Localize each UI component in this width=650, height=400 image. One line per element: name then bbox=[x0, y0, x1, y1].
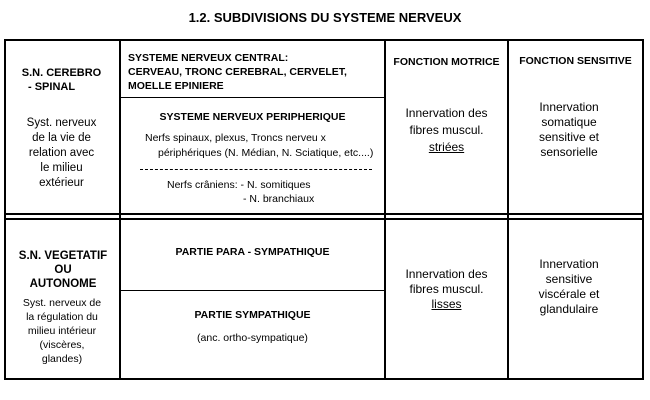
motrice-line: Innervation des bbox=[405, 267, 488, 281]
row2-sensitive bbox=[509, 257, 629, 317]
motrice-line-underlined: striées bbox=[428, 140, 465, 154]
snc-block bbox=[128, 51, 383, 93]
desc-line: glandes) bbox=[41, 353, 83, 365]
row-divider-double-1 bbox=[4, 213, 644, 215]
vegetatif-title-line: OU bbox=[54, 264, 72, 276]
cerebro-spinal-title bbox=[14, 66, 109, 94]
snp-line1: Nerfs spinaux, plexus, Troncs nerveu x bbox=[145, 132, 326, 144]
snc-line: MOELLE EPINIERE bbox=[128, 80, 224, 92]
vegetatif-description bbox=[6, 296, 118, 366]
motrice-line-underlined: lisses bbox=[431, 297, 462, 311]
border-top bbox=[4, 39, 644, 41]
header-fonction-motrice: FONCTION MOTRICE bbox=[393, 56, 500, 68]
snp-dashed-divider bbox=[140, 169, 372, 170]
col-divider-3 bbox=[507, 39, 509, 380]
sensitive-line: sensorielle bbox=[540, 145, 598, 159]
sensitive-line: viscérale et bbox=[538, 287, 600, 301]
row2-motrice bbox=[386, 267, 507, 312]
motrice-line: fibres muscul. bbox=[409, 123, 484, 137]
snp-cranial-2: - N. branchiaux bbox=[243, 193, 315, 205]
col-divider-1 bbox=[119, 39, 121, 380]
cerebro-spinal-description bbox=[14, 116, 109, 191]
row1-sensitive bbox=[509, 100, 629, 160]
desc-line: de la vie de bbox=[32, 132, 91, 144]
snp-title: SYSTEME NERVEUX PERIPHERIQUE bbox=[159, 111, 346, 123]
sensitive-line: Innervation bbox=[539, 100, 599, 114]
sensitive-line: somatique bbox=[541, 115, 597, 129]
desc-line: Syst. nerveux de bbox=[22, 297, 102, 309]
motrice-line: fibres muscul. bbox=[409, 282, 484, 296]
sympathique-title: PARTIE SYMPATHIQUE bbox=[194, 309, 311, 321]
border-bottom bbox=[4, 378, 644, 380]
header-fonction-sensitive: FONCTION SENSITIVE bbox=[519, 55, 632, 67]
vegetatif-title-line: AUTONOME bbox=[29, 278, 97, 290]
row-divider-double-2 bbox=[4, 218, 644, 220]
cerebro-title-line1: S.N. CEREBRO bbox=[21, 67, 102, 79]
page-title: 1.2. SUBDIVISIONS DU SYSTEME NERVEUX bbox=[188, 10, 462, 25]
cerebro-title-line2: - SPINAL bbox=[28, 81, 76, 93]
para-sympa-divider bbox=[120, 290, 385, 291]
sensitive-line: glandulaire bbox=[539, 302, 599, 316]
sensitive-line: Innervation bbox=[539, 257, 599, 271]
vegetatif-title-line: S.N. VEGETATIF bbox=[18, 250, 108, 262]
motrice-line: Innervation des bbox=[405, 106, 488, 120]
snc-line: CERVEAU, TRONC CEREBRAL, CERVELET, bbox=[128, 66, 347, 78]
snc-snp-divider bbox=[120, 97, 385, 98]
desc-line: relation avec bbox=[28, 147, 95, 159]
col-divider-2 bbox=[384, 39, 386, 380]
para-sympathique: PARTIE PARA - SYMPATHIQUE bbox=[175, 246, 330, 258]
snp-cranial-1: Nerfs crâniens: - N. somitiques bbox=[167, 179, 311, 191]
desc-line: extérieur bbox=[39, 177, 84, 189]
desc-line: le milieu bbox=[40, 162, 83, 174]
desc-line: Syst. nerveux bbox=[26, 117, 97, 129]
border-right bbox=[642, 39, 644, 380]
desc-line: (viscères, bbox=[39, 339, 85, 351]
desc-line: milieu intérieur bbox=[27, 325, 97, 337]
snc-line: SYSTEME NERVEUX CENTRAL: bbox=[128, 52, 289, 64]
desc-line: la régulation du bbox=[26, 311, 98, 323]
sensitive-line: sensitive et bbox=[538, 130, 600, 144]
row1-motrice bbox=[386, 105, 507, 156]
vegetatif-title bbox=[8, 249, 118, 291]
sympathique-subtitle: (anc. ortho-sympatique) bbox=[197, 332, 308, 344]
snp-line2: périphériques (N. Médian, N. Sciatique, etc....) bbox=[158, 147, 374, 159]
sensitive-line: sensitive bbox=[545, 272, 593, 286]
